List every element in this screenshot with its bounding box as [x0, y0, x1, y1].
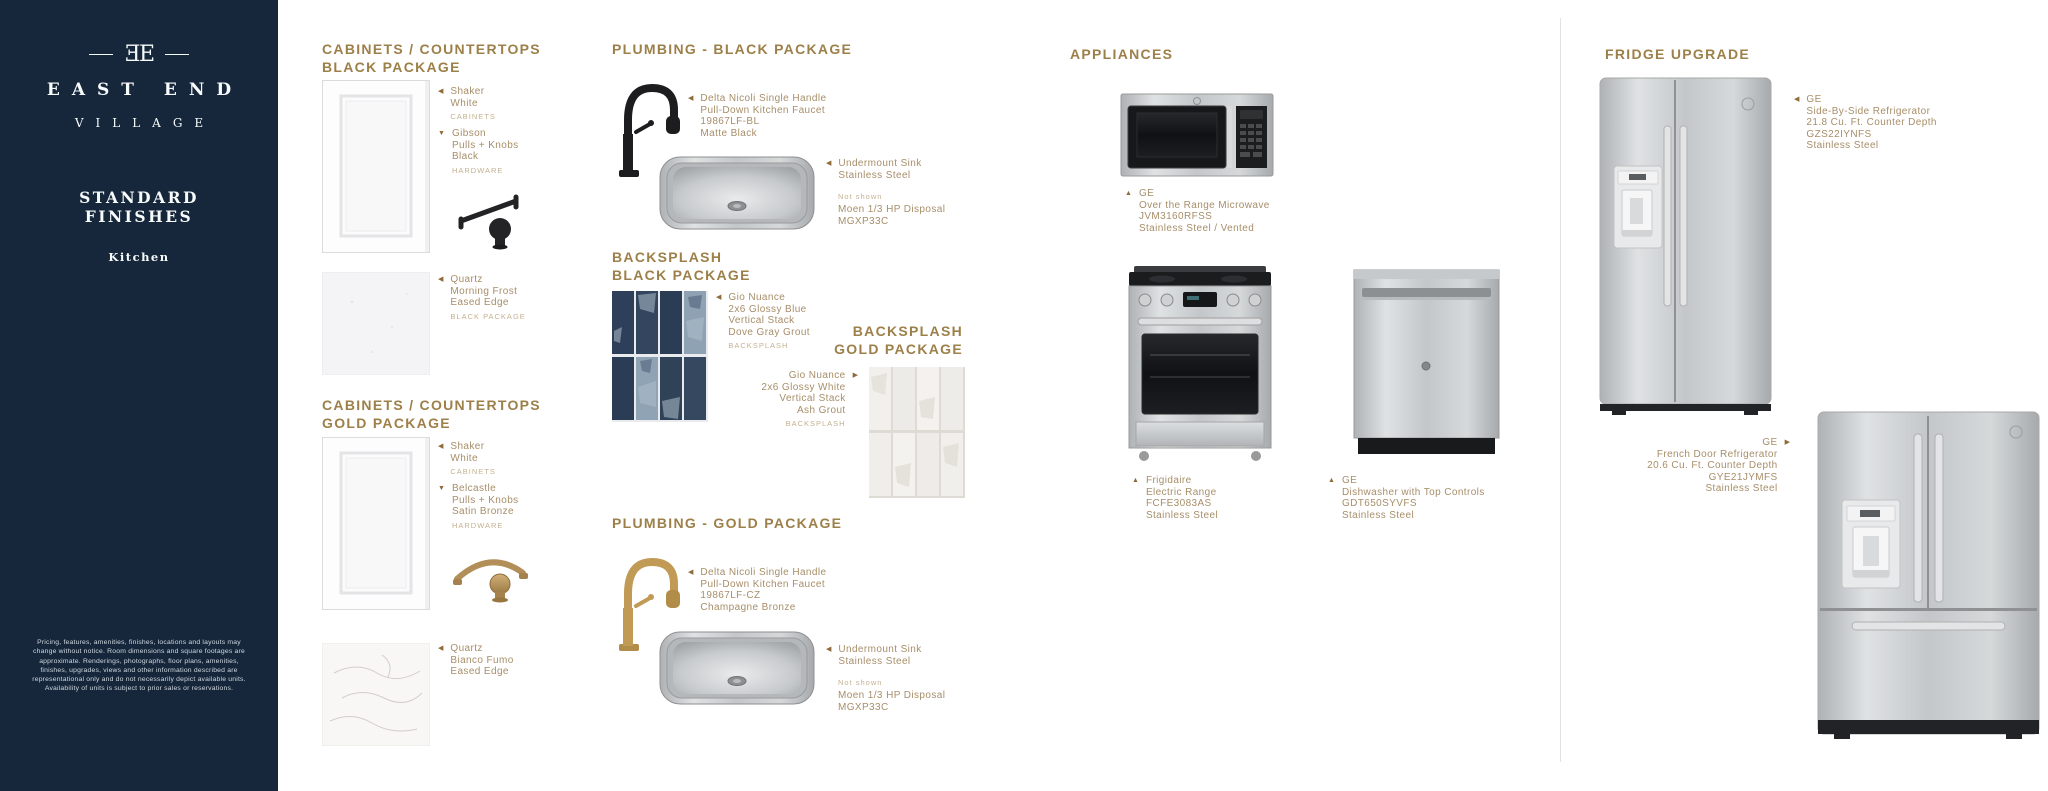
item-hardware-black	[438, 128, 519, 176]
item-fridge-french-door	[1598, 437, 1790, 495]
backsplash-gold-heading	[760, 322, 963, 358]
fridge-upgrade-heading: FRIDGE UPGRADE	[1605, 46, 1750, 62]
cabinets-gold-heading	[322, 396, 541, 432]
item-cabinets-gold	[438, 441, 496, 477]
item-category: CABINETS	[450, 112, 496, 121]
plumbing-gold-heading: PLUMBING - GOLD PACKAGE	[612, 515, 843, 531]
not-shown-note-gold	[838, 678, 945, 713]
pointer-left-icon: ◀	[826, 160, 832, 167]
microwave-image	[1120, 92, 1274, 178]
sheet-title-line1: STANDARD	[79, 188, 199, 207]
dishwasher-image	[1350, 266, 1503, 458]
not-shown-label: Not shown	[838, 678, 883, 687]
item-cabinets-black	[438, 86, 496, 122]
item-text: Undermount Sink Stainless Steel	[838, 158, 922, 181]
sheet-title	[0, 188, 278, 226]
brand-name: EAST END	[46, 80, 244, 100]
logo-dash-left	[89, 54, 113, 55]
cabinets-black-heading-line1: CABINETS / COUNTERTOPS	[322, 41, 541, 57]
cabinets-black-heading	[322, 40, 541, 76]
backsplash-gold-heading-line1: BACKSPLASH	[852, 323, 963, 339]
item-text: GE Side-By-Side Refrigerator 21.8 Cu. Ft. Counter Depth GZS22IYNFS Stainless Steel	[1806, 94, 1937, 151]
tile-swatch-white-image	[869, 367, 965, 498]
item-faucet-gold	[688, 567, 826, 613]
sink-stainless-image	[658, 153, 816, 233]
cabinets-gold-heading-line1: CABINETS / COUNTERTOPS	[322, 397, 541, 413]
item-text: Quartz Morning Frost Eased Edge	[450, 274, 518, 308]
item-faucet-black	[688, 93, 826, 139]
item-text: Gibson Pulls + Knobs Black	[451, 128, 519, 162]
pointer-left-icon: ◀	[688, 569, 694, 576]
item-category: HARDWARE	[451, 165, 504, 175]
bronze-pull-knob-image	[448, 541, 532, 603]
item-category: BACKSPLASH	[785, 419, 846, 428]
fridge-french-door-image	[1816, 410, 2041, 745]
cabinet-door-white-image	[322, 80, 430, 253]
item-text: GE Over the Range Microwave JVM3160RFSS Stainless Steel / Vented	[1138, 188, 1270, 234]
item-sink-black-package	[826, 158, 922, 181]
item-text: Delta Nicoli Single Handle Pull-Down Kitchen Faucet 19867LF-CZ Champagne Bronze	[700, 567, 827, 613]
fridge-side-by-side-image	[1598, 74, 1773, 416]
item-text: Frigidaire Electric Range FCFE3083AS Stainless Steel	[1145, 475, 1219, 521]
pointer-left-icon: ◀	[1794, 96, 1800, 103]
backsplash-black-heading	[612, 248, 751, 284]
item-text: Belcastle Pulls + Knobs Satin Bronze	[451, 483, 519, 517]
item-dishwasher	[1328, 475, 1485, 521]
item-text: Undermount Sink Stainless Steel	[838, 644, 922, 667]
pointer-up-icon: ▲	[1132, 477, 1139, 484]
pointer-left-icon: ◀	[438, 645, 444, 652]
brand-logo	[0, 42, 278, 67]
pointer-left-icon: ◀	[438, 88, 444, 95]
item-sink-gold-package	[826, 644, 922, 667]
section-divider	[1560, 18, 1561, 762]
quartz-morning-frost-image	[322, 272, 430, 375]
item-category: BLACK PACKAGE	[450, 311, 526, 321]
item-backsplash-gold	[690, 370, 858, 429]
backsplash-gold-heading-line2: GOLD PACKAGE	[834, 341, 963, 357]
pointer-right-icon: ▶	[852, 372, 858, 379]
pointer-left-icon: ◀	[438, 443, 444, 450]
item-countertop-black	[438, 274, 526, 322]
item-category: BACKSPLASH	[728, 341, 789, 350]
logo-dash-right	[165, 54, 189, 55]
backsplash-black-heading-line1: BACKSPLASH	[612, 249, 723, 265]
item-text: Shaker White	[450, 86, 485, 109]
item-hardware-gold	[438, 483, 519, 531]
sink-stainless-image	[658, 628, 816, 708]
not-shown-note-black	[838, 192, 945, 227]
pointer-left-icon: ◀	[716, 294, 722, 301]
item-text: Moen 1/3 HP Disposal MGXP33C	[838, 690, 946, 713]
disclaimer-text: Pricing, features, amenities, finishes, locations and layouts may change without notice. Room dimensions and square footages are approximate. Renderings, photographs, floor plans, amenities, finishes, upgrades, views and other information described are representational only and do not necessarily depict available units. Availability of units is subject to prior sales or reservations.	[32, 639, 246, 693]
cabinets-black-heading-line2: BLACK PACKAGE	[322, 59, 461, 75]
item-fridge-side-by-side	[1794, 94, 1937, 152]
item-text: Shaker White	[450, 441, 485, 464]
backsplash-black-heading-line2: BLACK PACKAGE	[612, 267, 751, 283]
item-category: CABINETS	[450, 467, 496, 476]
brand-subname: VILLAGE	[74, 116, 216, 130]
electric-range-image	[1126, 258, 1274, 464]
sheet-title-line2: FINISHES	[84, 207, 194, 226]
item-text: GE Dishwasher with Top Controls GDT650SYVFS Stainless Steel	[1341, 475, 1485, 521]
item-text: Gio Nuance 2x6 Glossy White Vertical Stack Ash Grout	[761, 370, 846, 416]
sheet-subtitle: Kitchen	[108, 250, 170, 264]
pointer-right-icon: ▶	[1784, 439, 1790, 446]
pointer-down-icon: ▼	[438, 485, 445, 492]
item-microwave	[1125, 188, 1270, 234]
item-text: GE French Door Refrigerator 20.6 Cu. Ft. Counter Depth GYE21JYMFS Stainless Steel	[1647, 437, 1778, 494]
appliances-heading: APPLIANCES	[1070, 46, 1174, 62]
item-category: HARDWARE	[451, 520, 504, 530]
item-text: Gio Nuance 2x6 Glossy Blue Vertical Stack Dove Gray Grout	[728, 292, 810, 338]
quartz-bianco-fumo-image	[322, 643, 430, 746]
pointer-left-icon: ◀	[438, 276, 444, 283]
item-text: Delta Nicoli Single Handle Pull-Down Kitchen Faucet 19867LF-BL Matte Black	[700, 93, 827, 139]
pointer-down-icon: ▼	[438, 130, 445, 137]
black-pull-knob-image	[452, 188, 542, 250]
plumbing-black-heading: PLUMBING - BLACK PACKAGE	[612, 41, 853, 57]
pointer-left-icon: ◀	[688, 95, 694, 102]
item-countertop-gold	[438, 643, 514, 678]
cabinets-gold-heading-line2: GOLD PACKAGE	[322, 415, 451, 431]
item-text: Moen 1/3 HP Disposal MGXP33C	[838, 204, 946, 227]
not-shown-label: Not shown	[838, 192, 883, 201]
pointer-up-icon: ▲	[1328, 477, 1335, 484]
sidebar	[0, 0, 278, 791]
item-range	[1132, 475, 1218, 521]
cabinet-door-white-image	[322, 437, 430, 610]
item-text: Quartz Bianco Fumo Eased Edge	[450, 643, 514, 677]
pointer-left-icon: ◀	[826, 646, 832, 653]
pointer-up-icon: ▲	[1125, 190, 1132, 197]
monogram-icon: ƎE	[124, 42, 154, 67]
